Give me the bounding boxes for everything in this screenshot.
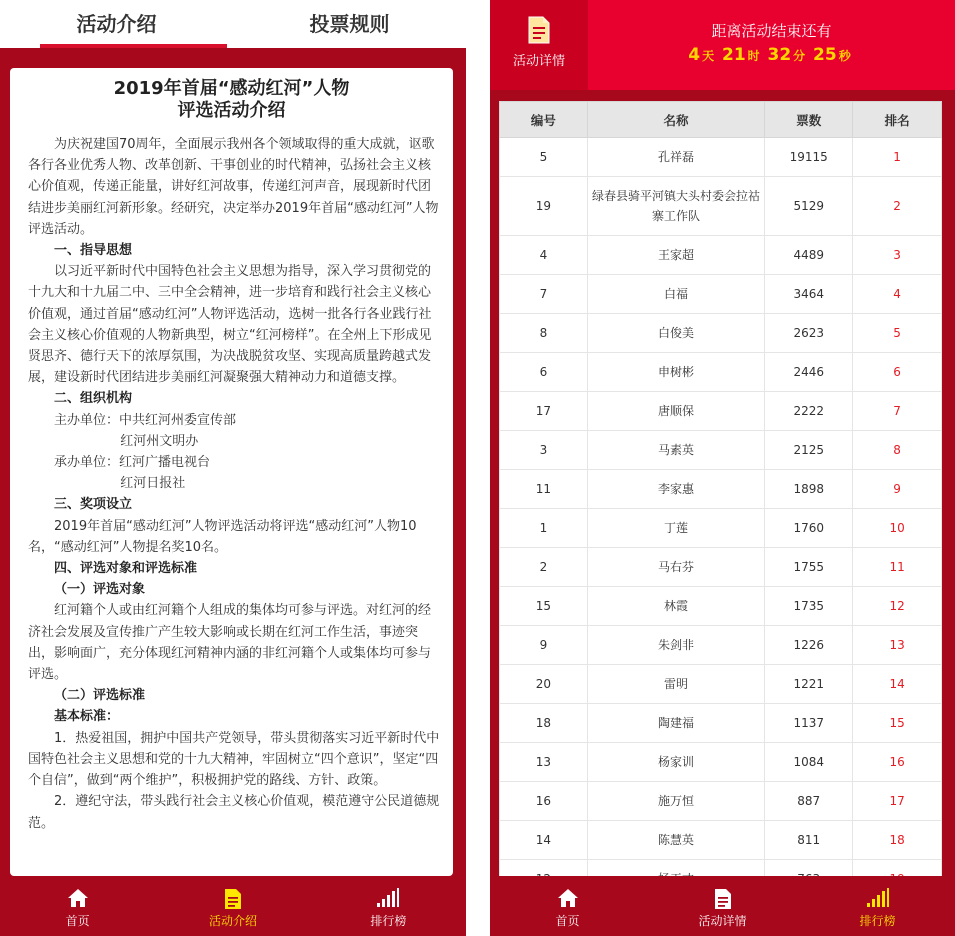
table-row[interactable] [500,275,942,314]
cell-id: 2 [500,548,588,587]
cell-name: 白福 [587,275,765,314]
signal-bars-icon [800,888,955,910]
table-row[interactable] [500,236,942,275]
cell-id: 3 [500,431,588,470]
table-row[interactable] [500,743,942,782]
table-row[interactable] [500,665,942,704]
nav-item-signal-bars[interactable] [800,876,955,936]
top-tabs [0,0,466,48]
cell-rank: 4 [853,275,942,314]
cell-votes: 1760 [765,509,853,548]
cell-votes: 1137 [765,704,853,743]
cell-id: 13 [500,743,588,782]
cell-name: 李家惠 [587,470,765,509]
table-row[interactable] [500,353,942,392]
bottom-nav [490,876,955,936]
nav-label: 活动介绍 [208,914,257,928]
cell-rank: 10 [853,509,942,548]
cell-id: 7 [500,275,588,314]
activity-detail-button[interactable] [490,0,588,90]
cell-name: 施万恒 [587,782,765,821]
cell-votes: 1226 [765,626,853,665]
bottom-nav [0,876,466,936]
cell-id: 8 [500,314,588,353]
cell-id: 18 [500,704,588,743]
table-row[interactable] [500,431,942,470]
article-paragraph: 红河籍个人或由红河籍个人组成的集体均可参与评选。对红河的经济社会发展及宣传推广产生较大影响或长期在红河工作生活，事迹突出，影响面广，充分体现红河精神内涵的非红河籍个人或集体均可参与评选。 [28,603,432,683]
table-row[interactable] [500,470,942,509]
section-heading: 一、指导思想 [54,243,133,259]
cell-votes: 1898 [765,470,853,509]
cell-votes: 811 [765,821,853,860]
cell-votes: 4489 [765,236,853,275]
countdown-days: 4 [688,45,701,65]
table-row[interactable] [500,392,942,431]
countdown-header [490,0,955,90]
cell-rank: 1 [853,138,942,177]
header-votes: 票数 [765,102,853,138]
cell-name: 白俊美 [587,314,765,353]
nav-item-document[interactable] [155,876,310,936]
table-row[interactable] [500,587,942,626]
table-row[interactable] [500,177,942,236]
nav-label: 首页 [65,914,90,928]
header-id: 编号 [500,102,588,138]
cell-id: 16 [500,782,588,821]
cell-votes: 3464 [765,275,853,314]
header-rank: 排名 [853,102,942,138]
section-heading: 三、奖项设立 [54,497,133,513]
countdown-minutes-unit: 分 [793,49,806,63]
article-paragraph: 为庆祝建国70周年，全面展示我州各个领域取得的重大成就，讴歌各行各业优秀人物、改革创新、干事创业的时代精神，弘扬社会主义核心价值观，传递正能量，讲好红河故事，传递红河声音，展现新时代团结进步美丽红河新形象。经研究，决定举办2019年首届“感动红河”人物评选活动。 [28,137,439,237]
countdown [588,0,955,90]
article-paragraph: 红河州文明办 [120,433,199,449]
cell-name: 陶建福 [587,704,765,743]
cell-votes: 1735 [765,587,853,626]
cell-rank: 15 [853,704,942,743]
cell-id: 9 [500,626,588,665]
cell-name: 孔祥磊 [587,138,765,177]
article-paragraph: 红河日报社 [120,476,186,492]
nav-item-document[interactable] [645,876,800,936]
cell-rank: 3 [853,236,942,275]
home-icon [490,888,645,910]
article-paragraph: 2．遵纪守法，带头践行社会主义核心价值观，模范遵守公民道德规范。 [28,794,440,831]
article-title-line2: 评选活动介绍 [177,100,286,121]
ranking-table-container[interactable] [499,101,942,876]
cell-votes: 2446 [765,353,853,392]
cell-rank: 18 [853,821,942,860]
cell-id: 17 [500,392,588,431]
table-body [500,138,942,899]
cell-name: 陈慧英 [587,821,765,860]
cell-rank: 13 [853,626,942,665]
table-row[interactable] [500,782,942,821]
table-header-row [500,102,942,138]
cell-name: 丁莲 [587,509,765,548]
document-icon [645,888,800,910]
cell-name: 申树彬 [587,353,765,392]
signal-bars-icon [311,888,466,910]
section-heading: 二、组织机构 [54,391,133,407]
article-body [10,122,453,834]
section-heading: （一）评选对象 [54,582,146,598]
countdown-timer [588,45,955,65]
cell-votes: 1755 [765,548,853,587]
article-paragraph: 主办单位：中共红河州委宣传部 [54,412,237,428]
header-name: 名称 [587,102,765,138]
nav-item-home[interactable] [490,876,645,936]
nav-label: 活动详情 [698,914,747,928]
table-row[interactable] [500,509,942,548]
cell-name: 雷明 [587,665,765,704]
article-paragraph: 以习近平新时代中国特色社会主义思想为指导，深入学习贯彻党的十九大和十九届二中、三中全会精神，进一步培育和践行社会主义核心价值观，通过首届“感动红河”人物评选活动，选树一批各行各业践行社会主义核心价值观的人物新典型，树立“红河榜样”。在全州上下形成见贤思齐、德行天下的浓厚氛围，为决战脱贫攻坚、实现高质量跨越式发展，建设新时代团结进步美丽红河凝聚强大精神动力和道德支撑。 [28,264,432,386]
countdown-seconds: 25 [813,45,837,65]
table-row[interactable] [500,626,942,665]
article-paragraph: 承办单位：红河广播电视台 [54,455,211,471]
article-title-line1: 2019年首届“感动红河”人物 [113,78,350,99]
cell-id: 1 [500,509,588,548]
table-row[interactable] [500,704,942,743]
home-icon [0,888,155,910]
cell-votes: 1221 [765,665,853,704]
cell-id: 19 [500,177,588,236]
cell-votes: 887 [765,782,853,821]
cell-name: 杨家训 [587,743,765,782]
cell-votes: 2222 [765,392,853,431]
cell-name: 马右芬 [587,548,765,587]
cell-rank: 2 [853,177,942,236]
countdown-minutes: 32 [767,45,792,65]
article-paragraph: 2019年首届“感动红河”人物评选活动将评选“感动红河”人物10名，“感动红河”人物提名奖10名。 [28,518,417,555]
tab-activity-intro[interactable]: 活动介绍 [0,0,233,48]
countdown-days-unit: 天 [702,49,715,63]
table-row[interactable] [500,138,942,177]
cell-name: 朱剑非 [587,626,765,665]
cell-rank: 5 [853,314,942,353]
article-card [10,68,453,876]
nav-item-signal-bars[interactable] [311,876,466,936]
cell-rank: 8 [853,431,942,470]
article-title [10,68,453,122]
cell-votes: 5129 [765,177,853,236]
table-row[interactable] [500,548,942,587]
cell-votes: 19115 [765,138,853,177]
nav-label: 首页 [555,914,580,928]
cell-id: 20 [500,665,588,704]
cell-name: 绿春县骑平河镇大头村委会拉祜寨工作队 [587,177,765,236]
section-heading: 基本标准： [54,709,120,725]
document-icon [527,16,551,48]
cell-votes: 1084 [765,743,853,782]
cell-rank: 17 [853,782,942,821]
cell-name: 林霞 [587,587,765,626]
countdown-title: 距离活动结束还有 [711,22,832,40]
cell-rank: 7 [853,392,942,431]
cell-rank: 11 [853,548,942,587]
tab-voting-rules[interactable]: 投票规则 [309,12,390,36]
cell-rank: 16 [853,743,942,782]
article-paragraph: 1．热爱祖国，拥护中国共产党领导，带头贯彻落实习近平新时代中国特色社会主义思想和党的十九大精神，牢固树立“四个意识”，坚定“四个自信”，做到“两个维护”，积极拥护党的路线、方针、政策。 [28,730,440,789]
nav-label: 排行榜 [859,914,896,928]
activity-detail-label: 活动详情 [512,54,565,69]
nav-label: 排行榜 [370,914,407,928]
cell-id: 14 [500,821,588,860]
nav-item-home[interactable] [0,876,155,936]
cell-name: 王家超 [587,236,765,275]
ranking-table [499,101,942,899]
table-row[interactable] [500,314,942,353]
cell-id: 5 [500,138,588,177]
cell-votes: 2623 [765,314,853,353]
cell-id: 15 [500,587,588,626]
cell-id: 4 [500,236,588,275]
activity-intro-screen [0,0,466,936]
cell-name: 马素英 [587,431,765,470]
cell-name: 唐顺保 [587,392,765,431]
cell-rank: 14 [853,665,942,704]
section-heading: （二）评选标准 [54,688,146,704]
cell-rank: 12 [853,587,942,626]
cell-rank: 6 [853,353,942,392]
countdown-hours: 21 [721,45,746,65]
countdown-hours-unit: 时 [747,49,760,63]
cell-rank: 9 [853,470,942,509]
cell-votes: 2125 [765,431,853,470]
cell-id: 6 [500,353,588,392]
countdown-seconds-unit: 秒 [838,49,851,63]
cell-id: 11 [500,470,588,509]
document-icon [155,888,310,910]
section-heading: 四、评选对象和评选标准 [54,561,198,577]
ranking-screen [490,0,955,936]
table-row[interactable] [500,821,942,860]
